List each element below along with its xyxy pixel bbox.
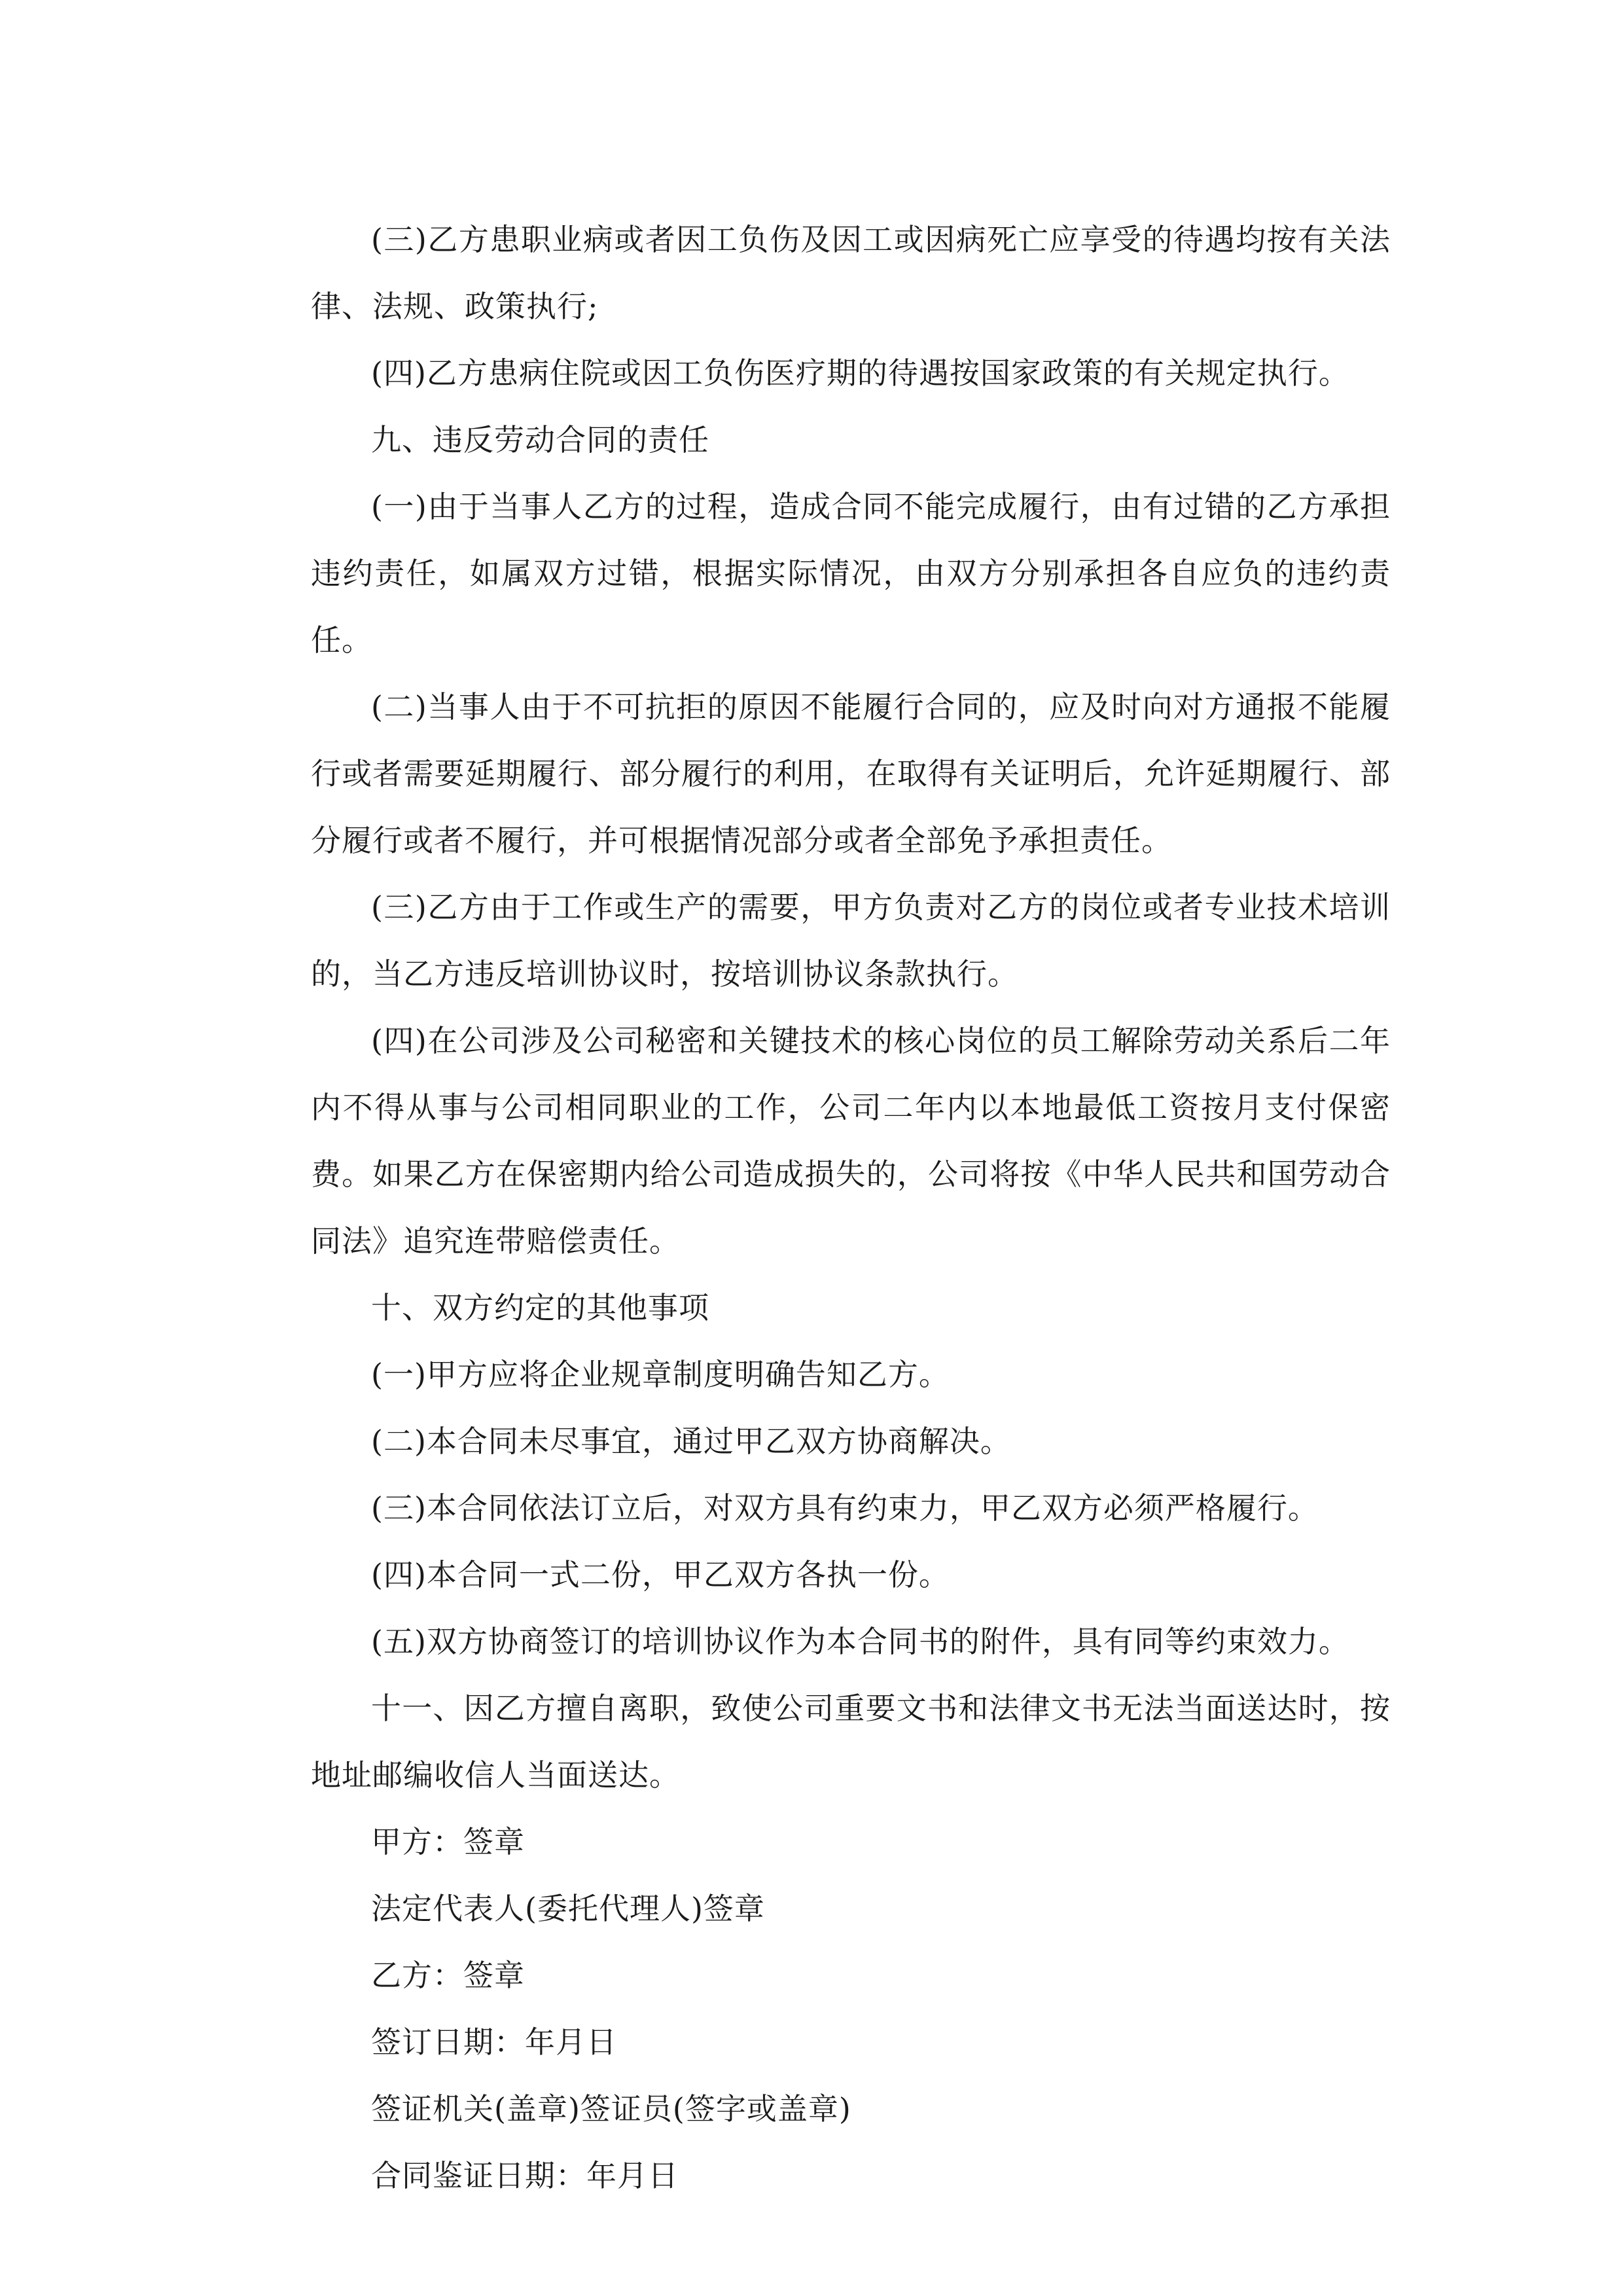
- signing-date: 签订日期：年月日: [371, 2024, 617, 2060]
- clause-9-2: (二)当事人由于不可抗拒的原因不能履行合同的，应及时向对方通报不能履行或者需要延期履行、部分履行的利用，在取得有关证明后，允许延期履行、部分履行或者不履行，并可根据情况部分或者全部免予承担责任。: [311, 689, 1391, 858]
- certification-authority: 签证机关(盖章)签证员(签字或盖章): [371, 2091, 851, 2126]
- section-10-heading: 十、双方约定的其他事项: [371, 1290, 709, 1325]
- legal-representative-signature: 法定代表人(委托代理人)签章: [371, 1891, 765, 1926]
- party-b-signature: 乙方：签章: [371, 1958, 525, 1993]
- clause-9-4: (四)在公司涉及公司秘密和关键技术的核心岗位的员工解除劳动关系后二年内不得从事与公司相同职业的工作，公司二年内以本地最低工资按月支付保密费。如果乙方在保密期内给公司造成损失的，公司将按《中华人民共和国劳动合同法》追究连带赔偿责任。: [311, 1023, 1391, 1259]
- section-9-heading: 九、违反劳动合同的责任: [371, 422, 709, 457]
- clause-8-4: (四)乙方患病住院或因工负伤医疗期的待遇按国家政策的有关规定执行。: [371, 355, 1349, 391]
- clause-9-1: (一)由于当事人乙方的过程，造成合同不能完成履行，由有过错的乙方承担违约责任，如属双方过错，根据实际情况，由双方分别承担各自应负的违约责任。: [311, 489, 1391, 658]
- clause-10-5: (五)双方协商签订的培训协议作为本合同书的附件，具有同等约束效力。: [371, 1624, 1349, 1659]
- clause-8-3: (三)乙方患职业病或者因工负伤及因工或因病死亡应享受的待遇均按有关法律、法规、政策执行;: [311, 222, 1391, 324]
- section-11: 十一、因乙方擅自离职，致使公司重要文书和法律文书无法当面送达时，按地址邮编收信人当面送达。: [311, 1691, 1391, 1793]
- document-body: [311, 206, 1391, 2209]
- clause-10-1: (一)甲方应将企业规章制度明确告知乙方。: [371, 1357, 950, 1392]
- clause-10-3: (三)本合同依法订立后，对双方具有约束力，甲乙双方必须严格履行。: [371, 1490, 1319, 1526]
- clause-10-4: (四)本合同一式二份，甲乙双方各执一份。: [371, 1557, 950, 1592]
- party-a-signature: 甲方：签章: [371, 1824, 525, 1859]
- clause-9-3: (三)乙方由于工作或生产的需要，甲方负责对乙方的岗位或者专业技术培训的，当乙方违反培训协议时，按培训协议条款执行。: [311, 889, 1391, 992]
- clause-10-2: (二)本合同未尽事宜，通过甲乙双方协商解决。: [371, 1424, 1011, 1459]
- certification-date: 合同鉴证日期：年月日: [371, 2158, 679, 2193]
